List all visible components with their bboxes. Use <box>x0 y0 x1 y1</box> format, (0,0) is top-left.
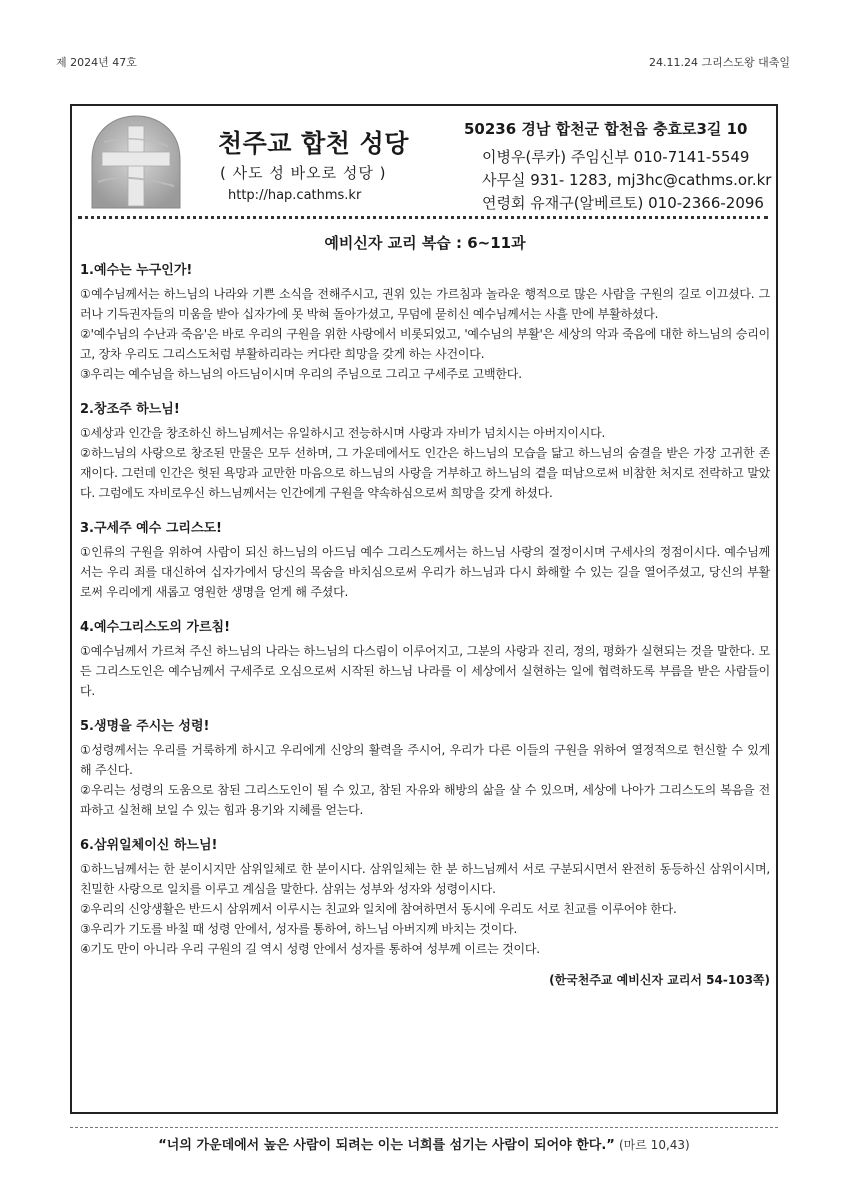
section-paragraph: ①예수님께서 가르쳐 주신 하느님의 나라는 하느님의 다스림이 이루어지고, 그분의 사랑과 진리, 정의, 평화가 실현되는 것을 말한다. 모든 그리스도인은 예수님께서 구세주로 오심으로써 시작된 하느님 나라를 이 세상에서 실현하는 일에 협력하도록 부름을 받은 사람들이다. <box>80 644 770 698</box>
section-paragraph: ①하느님께서는 한 분이시지만 삼위일체로 한 분이시다. 삼위일체는 한 분 하느님께서 서로 구분되시면서 완전히 동등하신 삼위이시며, 친밀한 사랑으로 일치를 이루고 계심을 말한다. 삼위는 성부와 성자와 성령이시다. <box>80 862 770 896</box>
section-title: 2.창조주 하느님! <box>80 402 180 417</box>
church-logo-icon <box>84 112 188 212</box>
section-title: 4.예수그리스도의 가르침! <box>80 620 231 635</box>
section-4 <box>80 616 770 701</box>
church-address: 50236 경남 합천군 합천읍 충효로3길 10 <box>464 120 748 138</box>
section-paragraph: ③우리는 예수님을 하느님의 아드님이시며 우리의 주님으로 그리고 구세주로 고백한다. <box>80 367 522 381</box>
church-url[interactable]: http://hap.cathms.kr <box>228 188 362 203</box>
footer-divider <box>70 1127 778 1128</box>
section-1 <box>80 259 770 384</box>
section-title: 5.생명을 주시는 성령! <box>80 719 210 734</box>
priest-contact: 이병우(루카) 주임신부 010-7141-5549 <box>482 148 750 166</box>
section-paragraph: ②'예수님의 수난과 죽음'은 바로 우리의 구원을 위한 사랑에서 비롯되었고, '예수님의 부활'은 세상의 악과 죽음에 대한 하느님의 승리이고, 장차 우리도 그리스도처럼 부활하리라는 커다란 희망을 갖게 하는 사건이다. <box>80 327 770 361</box>
section-title: 1.예수는 누구인가! <box>80 263 193 278</box>
section-6 <box>80 834 770 959</box>
section-paragraph: ②하느님의 사랑으로 창조된 만물은 모두 선하며, 그 가운데에서도 인간은 하느님의 모습을 닮고 하느님의 숨결을 받은 가장 고귀한 존재이다. 그런데 인간은 헛된 욕망과 교만한 마음으로 하느님의 사랑을 거부하고 하느님의 곁을 떠남으로써 비참한 처지로 전락하고 말았다. 그럼에도 자비로우신 하느님께서는 인간에게 구원을 약속하심으로써 희망을 갖게 하셨다. <box>80 446 770 500</box>
section-paragraph: ③우리가 기도를 바칠 때 성령 안에서, 성자를 통하여, 하느님 아버지께 바치는 것이다. <box>80 922 518 936</box>
issue-date: 24.11.24 그리스도왕 대축일 <box>649 56 790 69</box>
section-3 <box>80 517 770 602</box>
section-paragraph: ①성령께서는 우리를 거룩하게 하시고 우리에게 신앙의 활력을 주시어, 우리가 다른 이들의 구원을 위하여 열정적으로 헌신할 수 있게 해 주신다. <box>80 743 770 777</box>
section-paragraph: ②우리는 성령의 도움으로 참된 그리스도인이 될 수 있고, 참된 자유와 해방의 삶을 살 수 있으며, 세상에 나아가 그리스도의 복음을 전파하고 실천해 보일 수 있는 힘과 용기와 지혜를 얻는다. <box>80 783 770 817</box>
lesson-title: 예비신자 교리 복습 : 6~11과 <box>324 234 526 252</box>
section-2 <box>80 398 770 503</box>
bulletin-frame <box>70 104 778 1114</box>
church-subtitle: ( 사도 성 바오로 성당 ) <box>220 164 387 182</box>
section-paragraph: ①세상과 인간을 창조하신 하느님께서는 유일하시고 전능하시며 사랑과 자비가 넘치시는 아버지이시다. <box>80 426 606 440</box>
footer-quote: “너의 가운데에서 높은 사람이 되려는 이는 너희를 섬기는 사람이 되어야 한다.” <box>158 1138 615 1153</box>
section-paragraph: ④기도 만이 아니라 우리 구원의 길 역시 성령 안에서 성자를 통하여 성부께 이르는 것이다. <box>80 942 540 956</box>
section-paragraph: ②우리의 신앙생활은 반드시 삼위께서 이루시는 친교와 일치에 참여하면서 동시에 우리도 서로 친교를 이루어야 한다. <box>80 902 677 916</box>
council-contact: 연령회 유재구(알베르토) 010-2366-2096 <box>482 194 764 212</box>
footer-quote-line <box>0 1134 848 1153</box>
issue-number: 제 2024년 47호 <box>56 56 137 69</box>
footer-quote-ref: (마르 10,43) <box>619 1138 690 1152</box>
section-5 <box>80 715 770 820</box>
lesson-content <box>80 232 770 988</box>
office-contact: 사무실 931- 1283, mj3hc@cathms.or.kr <box>482 171 772 189</box>
bulletin-header <box>72 106 776 218</box>
section-paragraph: ①예수님께서는 하느님의 나라와 기쁜 소식을 전해주시고, 권위 있는 가르침과 놀라운 행적으로 많은 사람을 구원의 길로 이끄셨다. 그러나 기득권자들의 미움을 받아 십자가에 못 박혀 돌아가셨고, 무덤에 묻히신 예수님께서는 사흘 만에 부활하셨다. <box>80 287 770 321</box>
section-title: 6.삼위일체이신 하느님! <box>80 838 218 853</box>
church-name: 천주교 합천 성당 <box>218 129 409 158</box>
section-paragraph: ①인류의 구원을 위하여 사람이 되신 하느님의 아드님 예수 그리스도께서는 하느님 사랑의 절정이시며 구세사의 정점이시다. 예수님께서는 우리 죄를 대신하여 십자가에서 당신의 목숨을 바치심으로써 우리가 하느님과 다시 화해할 수 있는 길을 열어주셨고, 당신의 부활로써 우리에게 새롭고 영원한 생명을 얻게 해 주셨다. <box>80 545 770 599</box>
section-title: 3.구세주 예수 그리스도! <box>80 521 222 536</box>
source-citation: (한국천주교 예비신자 교리서 54-103쪽) <box>549 973 770 987</box>
header-divider <box>78 216 768 219</box>
